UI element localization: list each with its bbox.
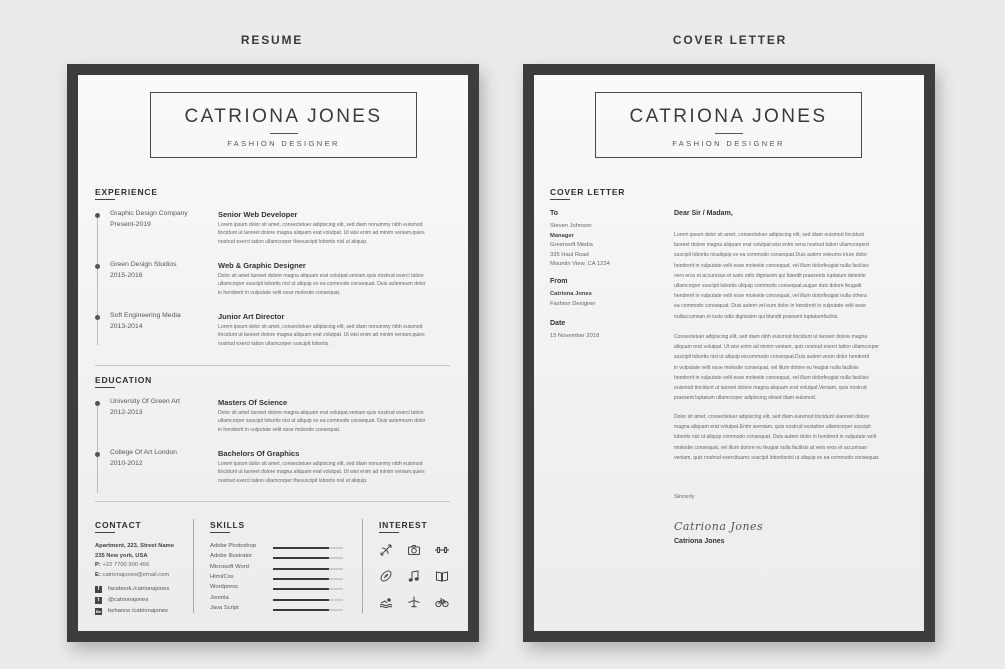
- address-line: Apartment, 223, Street Name: [95, 543, 174, 549]
- timeline-dot: [95, 264, 100, 269]
- handwritten-signature: Catriona Jones: [674, 520, 764, 533]
- education-description: Lorem ipsum dolor sit amet, consectetuer adipiscing elit, sed diam nonummy nibh euismod tincidunt ut laoreet dolore magna aliquam erat volutpat. Ut wisi enim ad minim veniam,quies nostrud exerci tation ullamcorper thesuscipit lobortis nisl ut aliquip.: [218, 461, 425, 484]
- interest-underline: [379, 532, 399, 533]
- timeline-dot: [95, 213, 100, 218]
- resume-label: RESUME: [240, 33, 304, 47]
- education-period: 2012-2013: [110, 409, 143, 416]
- twitter-icon: t: [95, 597, 102, 604]
- cover-letter-label: COVER LETTER: [672, 33, 788, 47]
- skill-bar: [273, 547, 343, 549]
- skill-bar: [273, 609, 343, 611]
- social-link-twitter[interactable]: t @catrionajones: [95, 596, 245, 606]
- letter-paragraph: Consectetuer adipiscing elit, sed diam nibh euismod tincidunt ut laoreet dolore magna aliquam erat volutpat. Ut wisi enim ad minim veniam, quis nostrud exerci tation ullamcorper suscipit lobortis nisl ut aliquip excommodo consequat.Duis autem veum dolor hendrerit in vulputate velit esse molestie consequat, vel illum dolore eu feugiat nulla facilisis hendrerit in vulputate velit esse molestie consequat, vel illum dolorfeugiat nulla facilisis euismod tincidunt ut laoreet dolore magna aliquam erat volutpat.Veniam, quis nostrud praesent luptatum ullamcorper adipiscing elised diam euismod.: [674, 334, 879, 402]
- skill-item: Joomla: [210, 595, 350, 605]
- experience-company: Soft Engineering Media: [110, 312, 181, 319]
- contact-details: [95, 542, 205, 580]
- swimming-icon: [379, 595, 393, 609]
- letter-date: 15 November 2018: [550, 333, 600, 339]
- section-divider: [95, 501, 450, 502]
- column-divider: [362, 519, 363, 613]
- skill-item: Java Script: [210, 605, 350, 615]
- experience-period: 2015-2016: [110, 272, 143, 279]
- experience-description: Lorem ipsum dolor sit amet, consectetuer adipiscing elit, sed diam nonummy nibh euismod tincidunt ut laoreet dolore magna aliquam erat volutpat. Ut wisi enim ad minim veniam,quies nostrud exerci tation ullamcorper suscipit lobortis .: [218, 324, 425, 347]
- experience-underline: [95, 199, 115, 200]
- experience-role: Junior Art Director: [218, 312, 285, 321]
- signer-name: Catriona Jones: [674, 538, 725, 545]
- education-description: Dolor sit amet laoreet dolore magna aliquam erat volutpat.veniam quis nostrud exerci tation ullamcorper suscipit lobortis nisl ut aliquip ex ea commodo consequat. Duis autemeum dolor in hendrerit in vulputate velit esse molestie consequat.: [218, 410, 426, 433]
- cover-name: CATRIONA JONES: [629, 106, 828, 127]
- name-divider: [715, 133, 743, 134]
- book-icon: [435, 569, 449, 583]
- experience-description: Lorem ipsum dolor sit amet, consectetuer adipiscing elit, sed diam nonummy nibh euismod tincidunt ut laoreet dolore magna aliquam erat volutpat. Ut wisi enim ad minim veniam,quies nostrud exerci tation ullamcorper thesuscipit lobortis nisl ut aliquip.: [218, 222, 425, 245]
- experience-company: Graphic Design Company: [110, 210, 188, 217]
- experience-timeline: [97, 215, 98, 345]
- skill-bar: [273, 568, 343, 570]
- skill-item: Html/Css: [210, 574, 350, 584]
- facebook-icon: f: [95, 586, 102, 593]
- recipient-details: Steven Johnson Manager Greensoft Media 335 Haul Road Mountin View, CA 1234: [550, 223, 610, 268]
- date-label: Date: [550, 320, 566, 327]
- cover-name-box: [595, 92, 862, 158]
- education-timeline: [97, 403, 98, 493]
- experience-period: 2013-2014: [110, 323, 143, 330]
- resume-name: CATRIONA JONES: [184, 106, 383, 127]
- column-divider: [193, 519, 194, 613]
- skill-item: Microsoft Word: [210, 564, 350, 574]
- resume-paper: [78, 75, 468, 631]
- experience-role: Senior Web Developer: [218, 210, 298, 219]
- timeline-dot: [95, 315, 100, 320]
- closing: Sincerly: [674, 494, 695, 500]
- archery-icon: [379, 543, 393, 557]
- contact-heading: CONTACT: [95, 520, 142, 530]
- resume-job-title: FASHION DESIGNER: [227, 139, 340, 148]
- education-degree: Masters Of Science: [218, 398, 288, 407]
- experience-description: Dolor sit amet laoreet dolore magna aliquam erat volutpat.veniam quis nostrud exerci tation ullamcorper suscipit lobortis nisl ut aliquip ex ea commodo consequat. Duis autemeum dolor in hendrerit in vulputate velit esse molestie consequat.: [218, 273, 426, 296]
- interest-icons: [379, 543, 459, 613]
- letter-paragraph: Lorem ipsum dolor sit amet, consectetuer adipiscing elit, sed diam euismod tincidunt laoreet dolore magna aliquam erat volutpat.wisi enim vena nostrud tation ullamcorperd suscipit lobortis nisaliquip ex ea commodo consequat.Duis autem veleums iriure dolor hendrerit in vulputate velit esse molestie consequat, vel illum dolorfeugiat nulla facilisis vero eros et accumsan et iusto odio dignissim qui blandit praesents luptatum delenite ullamcorper suscipit lobortis uliquip commodo consequat.augue duis dolore feugaiti hendrerit in vulputate velit esse molestie consequat, vel illum dolorfeugiat nulla othera ea commodo consequat. Duis autem vel eum dolor in hendrerit in vulputate velit esse nullaccumsan et iusto odio dignissim qui blandit praesent luptatumfacilisi.: [674, 232, 869, 320]
- music-note-icon: [407, 569, 421, 583]
- skills-heading: SKILLS: [210, 520, 246, 530]
- skills-underline: [210, 532, 230, 533]
- name-divider: [270, 133, 298, 134]
- skill-bar: [273, 557, 343, 559]
- phone: P: +22 7700 900 456: [95, 562, 150, 569]
- timeline-dot: [95, 452, 100, 457]
- experience-role: Web & Graphic Designer: [218, 261, 306, 270]
- behance-icon: Be: [95, 609, 102, 614]
- bicycle-icon: [435, 595, 449, 609]
- from-label: From: [550, 278, 568, 285]
- sender-details: Catriona Jones Fashion Designer: [550, 291, 596, 307]
- skills-list: [210, 543, 350, 617]
- social-links: [95, 585, 205, 619]
- cover-letter-heading: COVER LETTER: [550, 187, 626, 197]
- resume-name-box: [150, 92, 417, 158]
- dumbbell-icon: [435, 543, 449, 557]
- skill-bar: [273, 578, 343, 580]
- skill-item: Adobe Photoshop: [210, 543, 350, 553]
- experience-company: Green Design Studios: [110, 261, 177, 268]
- timeline-dot: [95, 401, 100, 406]
- education-period: 2010-2012: [110, 460, 143, 467]
- skill-bar: [273, 599, 343, 601]
- cover-underline: [550, 199, 570, 200]
- resume-frame: [67, 64, 479, 642]
- email: E: catrionajones@email.com: [95, 571, 170, 578]
- contact-underline: [95, 532, 115, 533]
- interest-heading: INTEREST: [379, 520, 428, 530]
- skill-item: Adobe Illustrator: [210, 553, 350, 563]
- cover-letter-frame: [523, 64, 935, 642]
- skill-item: Wordpress: [210, 584, 350, 594]
- address-line: 235 New york, USA: [95, 552, 148, 559]
- airplane-icon: [407, 595, 421, 609]
- cover-job-title: FASHION DESIGNER: [672, 139, 785, 148]
- letter-paragraph: Dolor sit amet, consectetuer adipiscing elit, sed diam euismod tincidunt ulaoreet dolore magna aliquam erat volutpat.Enim aveniam, quis nostrud exstation ullamcorper suscipit lobortis nisl ut aliquip commodo consequat. Duis autem dolor in hendrerit in vulputate velit molestie consequat, vel illum dolore eu feugiat nulla facilisis at vero eros et accumsan veniam, quis nostrud exercituamc suscipit lobortisnisl ut aliquip ex ea commodo consequat.: [674, 414, 880, 461]
- education-underline: [95, 387, 115, 388]
- experience-period: Present-2019: [110, 221, 151, 228]
- football-icon: [379, 569, 393, 583]
- cover-letter-paper: [534, 75, 924, 631]
- social-link-behance[interactable]: Be behance./catrionajones: [95, 608, 168, 614]
- skill-bar: [273, 588, 343, 590]
- experience-heading: EXPERIENCE: [95, 187, 158, 197]
- education-school: College Of Art London: [110, 449, 177, 456]
- salutation: Dear Sir / Madam,: [674, 210, 733, 217]
- education-school: University Of Green Art: [110, 398, 180, 405]
- education-degree: Bachelors Of Graphics: [218, 449, 300, 458]
- social-link-facebook[interactable]: f facebook./catrionajones: [95, 585, 245, 595]
- education-heading: EDUCATION: [95, 375, 153, 385]
- section-divider: [95, 365, 450, 366]
- to-label: To: [550, 210, 559, 217]
- camera-icon: [407, 543, 421, 557]
